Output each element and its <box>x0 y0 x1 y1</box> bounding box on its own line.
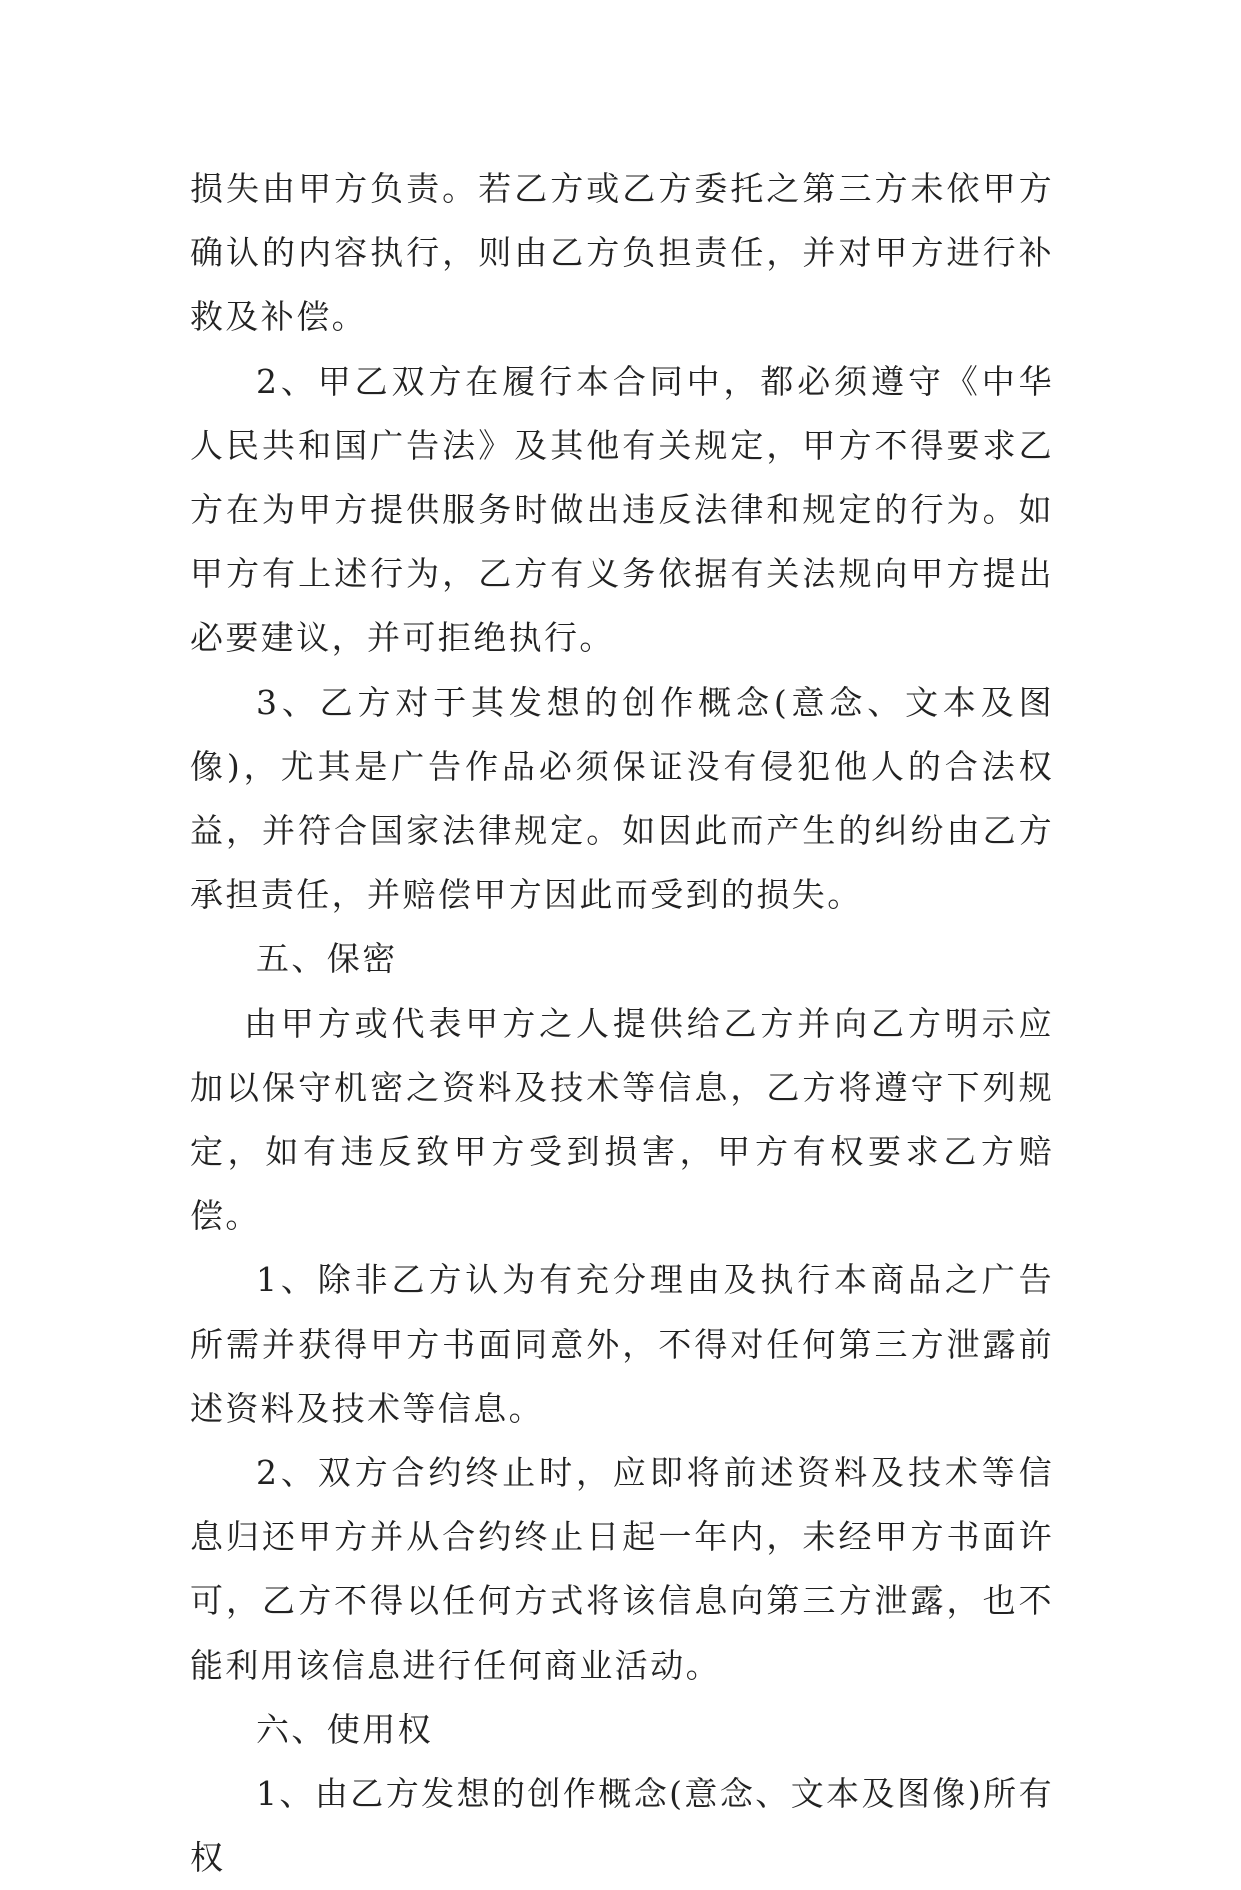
section-heading-usage-rights: 六、使用权 <box>256 1709 433 1749</box>
section-heading-confidentiality: 五、保密 <box>256 939 398 979</box>
paragraph-confidentiality-clause-1: 1、除非乙方认为有充分理由及执行本商品之广告所需并获得甲方书面同意外，不得对任何第三方泄露前述资料及技术等信息。 <box>190 1260 1054 1428</box>
paragraph-confidentiality-intro: 由甲方或代表甲方之人提供给乙方并向乙方明示应加以保守机密之资料及技术等信息，乙方将遵守下列规定，如有违反致甲方受到损害，甲方有权要求乙方赔偿。 <box>190 1003 1054 1236</box>
paragraph-usage-rights-clause-1: 1、由乙方发想的创作概念(意念、文本及图像)所有权 <box>190 1774 1054 1878</box>
paragraph-loss-liability: 损失由甲方负责。若乙方或乙方委托之第三方未依甲方确认的内容执行，则由乙方负担责任，并对甲方进行补救及补偿。 <box>190 169 1054 337</box>
paragraph-clause-2-advertising-law: 2、甲乙双方在履行本合同中，都必须遵守《中华人民共和国广告法》及其他有关规定，甲方不得要求乙方在为甲方提供服务时做出违反法律和规定的行为。如甲方有上述行为，乙方有义务依据有关法规向甲方提出必要建议，并可拒绝执行。 <box>190 361 1054 658</box>
paragraph-clause-3-creative-concept: 3、乙方对于其发想的创作概念(意念、文本及图像)，尤其是广告作品必须保证没有侵犯他人的合法权益，并符合国家法律规定。如因此而产生的纠纷由乙方承担责任，并赔偿甲方因此而受到的损失。 <box>190 682 1054 915</box>
paragraph-confidentiality-clause-2: 2、双方合约终止时，应即将前述资料及技术等信息归还甲方并从合约终止日起一年内，未经甲方书面许可，乙方不得以任何方式将该信息向第三方泄露，也不能利用该信息进行任何商业活动。 <box>190 1453 1054 1685</box>
document-body <box>190 157 1054 1890</box>
